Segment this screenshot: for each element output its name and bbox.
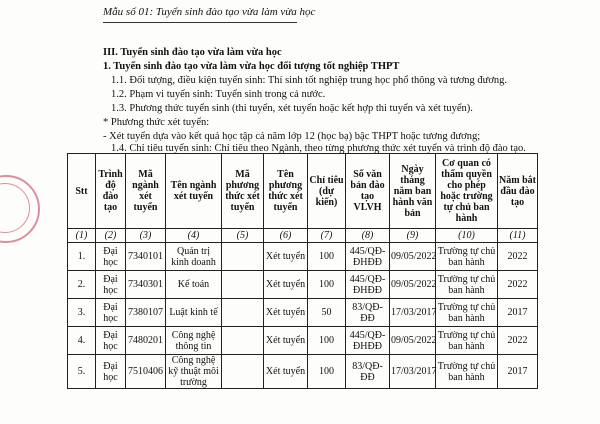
index-cell: (8): [346, 229, 390, 243]
table-cell: 2022: [498, 327, 538, 355]
index-cell: (9): [390, 229, 436, 243]
table-cell: [222, 271, 264, 299]
table-cell: 7340301: [126, 271, 166, 299]
table-cell: 100: [308, 271, 346, 299]
table-cell: 100: [308, 355, 346, 389]
table-cell: Công nghệ kỹ thuật môi trường: [166, 355, 222, 389]
table-cell: Luật kinh tế: [166, 299, 222, 327]
table-cell: 100: [308, 243, 346, 271]
index-cell: (3): [126, 229, 166, 243]
header-cell: Chỉ tiêu (dự kiến): [308, 154, 346, 229]
text-line-5: - Xét tuyển dựa vào kết quả học tập cả năm lớp 12 (học bạ) bậc THPT hoặc tương đương;: [103, 131, 481, 142]
admission-quota-table: [67, 153, 538, 389]
table-cell: 2017: [498, 299, 538, 327]
column-index-row: [68, 229, 538, 243]
table-row: [68, 327, 538, 355]
table-cell: 09/05/2022: [390, 271, 436, 299]
header-cell: Tên phương thức xét tuyển: [264, 154, 308, 229]
table-cell: Trường tự chủ ban hành: [436, 243, 498, 271]
index-cell: (7): [308, 229, 346, 243]
index-cell: (10): [436, 229, 498, 243]
table-cell: Xét tuyển: [264, 271, 308, 299]
table-cell: Trường tự chủ ban hành: [436, 355, 498, 389]
text-line-3: 1.3. Phương thức tuyển sinh (thi tuyển, xét tuyển hoặc kết hợp thi tuyển và xét tuyển).: [111, 103, 473, 114]
header-cell: Trình độ đào tạo: [96, 154, 126, 229]
table-cell: Trường tự chủ ban hành: [436, 327, 498, 355]
table-row: [68, 243, 538, 271]
table-cell: 83/QĐ-ĐĐ: [346, 299, 390, 327]
table-cell: Trường tự chủ ban hành: [436, 299, 498, 327]
table-cell: 09/05/2022: [390, 243, 436, 271]
table-cell: Xét tuyển: [264, 355, 308, 389]
table-cell: [222, 327, 264, 355]
table-cell: 2022: [498, 271, 538, 299]
table-cell: 2022: [498, 243, 538, 271]
table-cell: 445/QĐ-ĐHĐĐ: [346, 327, 390, 355]
table-cell: 445/QĐ-ĐHĐĐ: [346, 243, 390, 271]
header-cell: Mã ngành xét tuyển: [126, 154, 166, 229]
table-cell: 3.: [68, 299, 96, 327]
header-cell: Ngày tháng năm ban hành văn bản: [390, 154, 436, 229]
table-cell: 7380107: [126, 299, 166, 327]
index-cell: (6): [264, 229, 308, 243]
table-cell: Đại học: [96, 271, 126, 299]
text-line-6: 1.4. Chỉ tiêu tuyển sinh: Chỉ tiêu theo Ngành, theo từng phương thức xét tuyển và trình độ đào tạo.: [111, 143, 526, 154]
table-cell: 445/QĐ-ĐHĐĐ: [346, 271, 390, 299]
section-subheading: 1. Tuyển sinh đào tạo vừa làm vừa học đối tượng tốt nghiệp THPT: [103, 61, 400, 72]
header-cell: Năm bắt đầu đào tạo: [498, 154, 538, 229]
table-cell: 50: [308, 299, 346, 327]
table-cell: 09/05/2022: [390, 327, 436, 355]
table-cell: Đại học: [96, 243, 126, 271]
text-line-1: 1.1. Đối tượng, điều kiện tuyển sinh: Thí sinh tốt nghiệp trung học phổ thông và tương đương.: [111, 75, 508, 86]
table-cell: Trường tự chủ ban hành: [436, 271, 498, 299]
table-cell: [222, 299, 264, 327]
table-cell: Đại học: [96, 355, 126, 389]
table-cell: 100: [308, 327, 346, 355]
text-line-2: 1.2. Phạm vi tuyển sinh: Tuyển sinh trong cả nước.: [111, 89, 326, 100]
index-cell: (5): [222, 229, 264, 243]
table-cell: Quản trị kinh doanh: [166, 243, 222, 271]
table-cell: 1.: [68, 243, 96, 271]
table-header-row: [68, 154, 538, 229]
table-cell: 5.: [68, 355, 96, 389]
header-underline: [103, 22, 297, 23]
table-cell: Xét tuyển: [264, 327, 308, 355]
table-cell: 2.: [68, 271, 96, 299]
header-cell: Stt: [68, 154, 96, 229]
index-cell: (1): [68, 229, 96, 243]
section-heading: III. Tuyển sinh đào tạo vừa làm vừa học: [103, 47, 282, 58]
table-cell: 7510406: [126, 355, 166, 389]
header-cell: Mã phương thức xét tuyển: [222, 154, 264, 229]
header-cell: Số văn bản đào tạo VLVH: [346, 154, 390, 229]
table-row: [68, 355, 538, 389]
red-stamp-seal: [0, 175, 40, 243]
table-cell: [222, 355, 264, 389]
table-cell: 17/03/2017: [390, 299, 436, 327]
table-cell: 83/QĐ-ĐĐ: [346, 355, 390, 389]
table-cell: Xét tuyển: [264, 243, 308, 271]
index-cell: (2): [96, 229, 126, 243]
text-line-4: * Phương thức xét tuyển:: [103, 117, 210, 128]
table-row: [68, 299, 538, 327]
header-cell: Cơ quan có thẩm quyền cho phép hoặc trường tự chủ ban hành: [436, 154, 498, 229]
table-cell: 7480201: [126, 327, 166, 355]
table-cell: [222, 243, 264, 271]
table-cell: 2017: [498, 355, 538, 389]
table-cell: 4.: [68, 327, 96, 355]
table-cell: Xét tuyển: [264, 299, 308, 327]
header-cell: Tên ngành xét tuyển: [166, 154, 222, 229]
table-cell: Đại học: [96, 327, 126, 355]
table-cell: 7340101: [126, 243, 166, 271]
table-cell: Kế toán: [166, 271, 222, 299]
form-header-title: Mẫu số 01: Tuyển sinh đào tạo vừa làm vừa học: [103, 6, 316, 18]
table-cell: Đại học: [96, 299, 126, 327]
table-row: [68, 271, 538, 299]
index-cell: (11): [498, 229, 538, 243]
index-cell: (4): [166, 229, 222, 243]
table-cell: Công nghệ thông tin: [166, 327, 222, 355]
table-cell: 17/03/2017: [390, 355, 436, 389]
